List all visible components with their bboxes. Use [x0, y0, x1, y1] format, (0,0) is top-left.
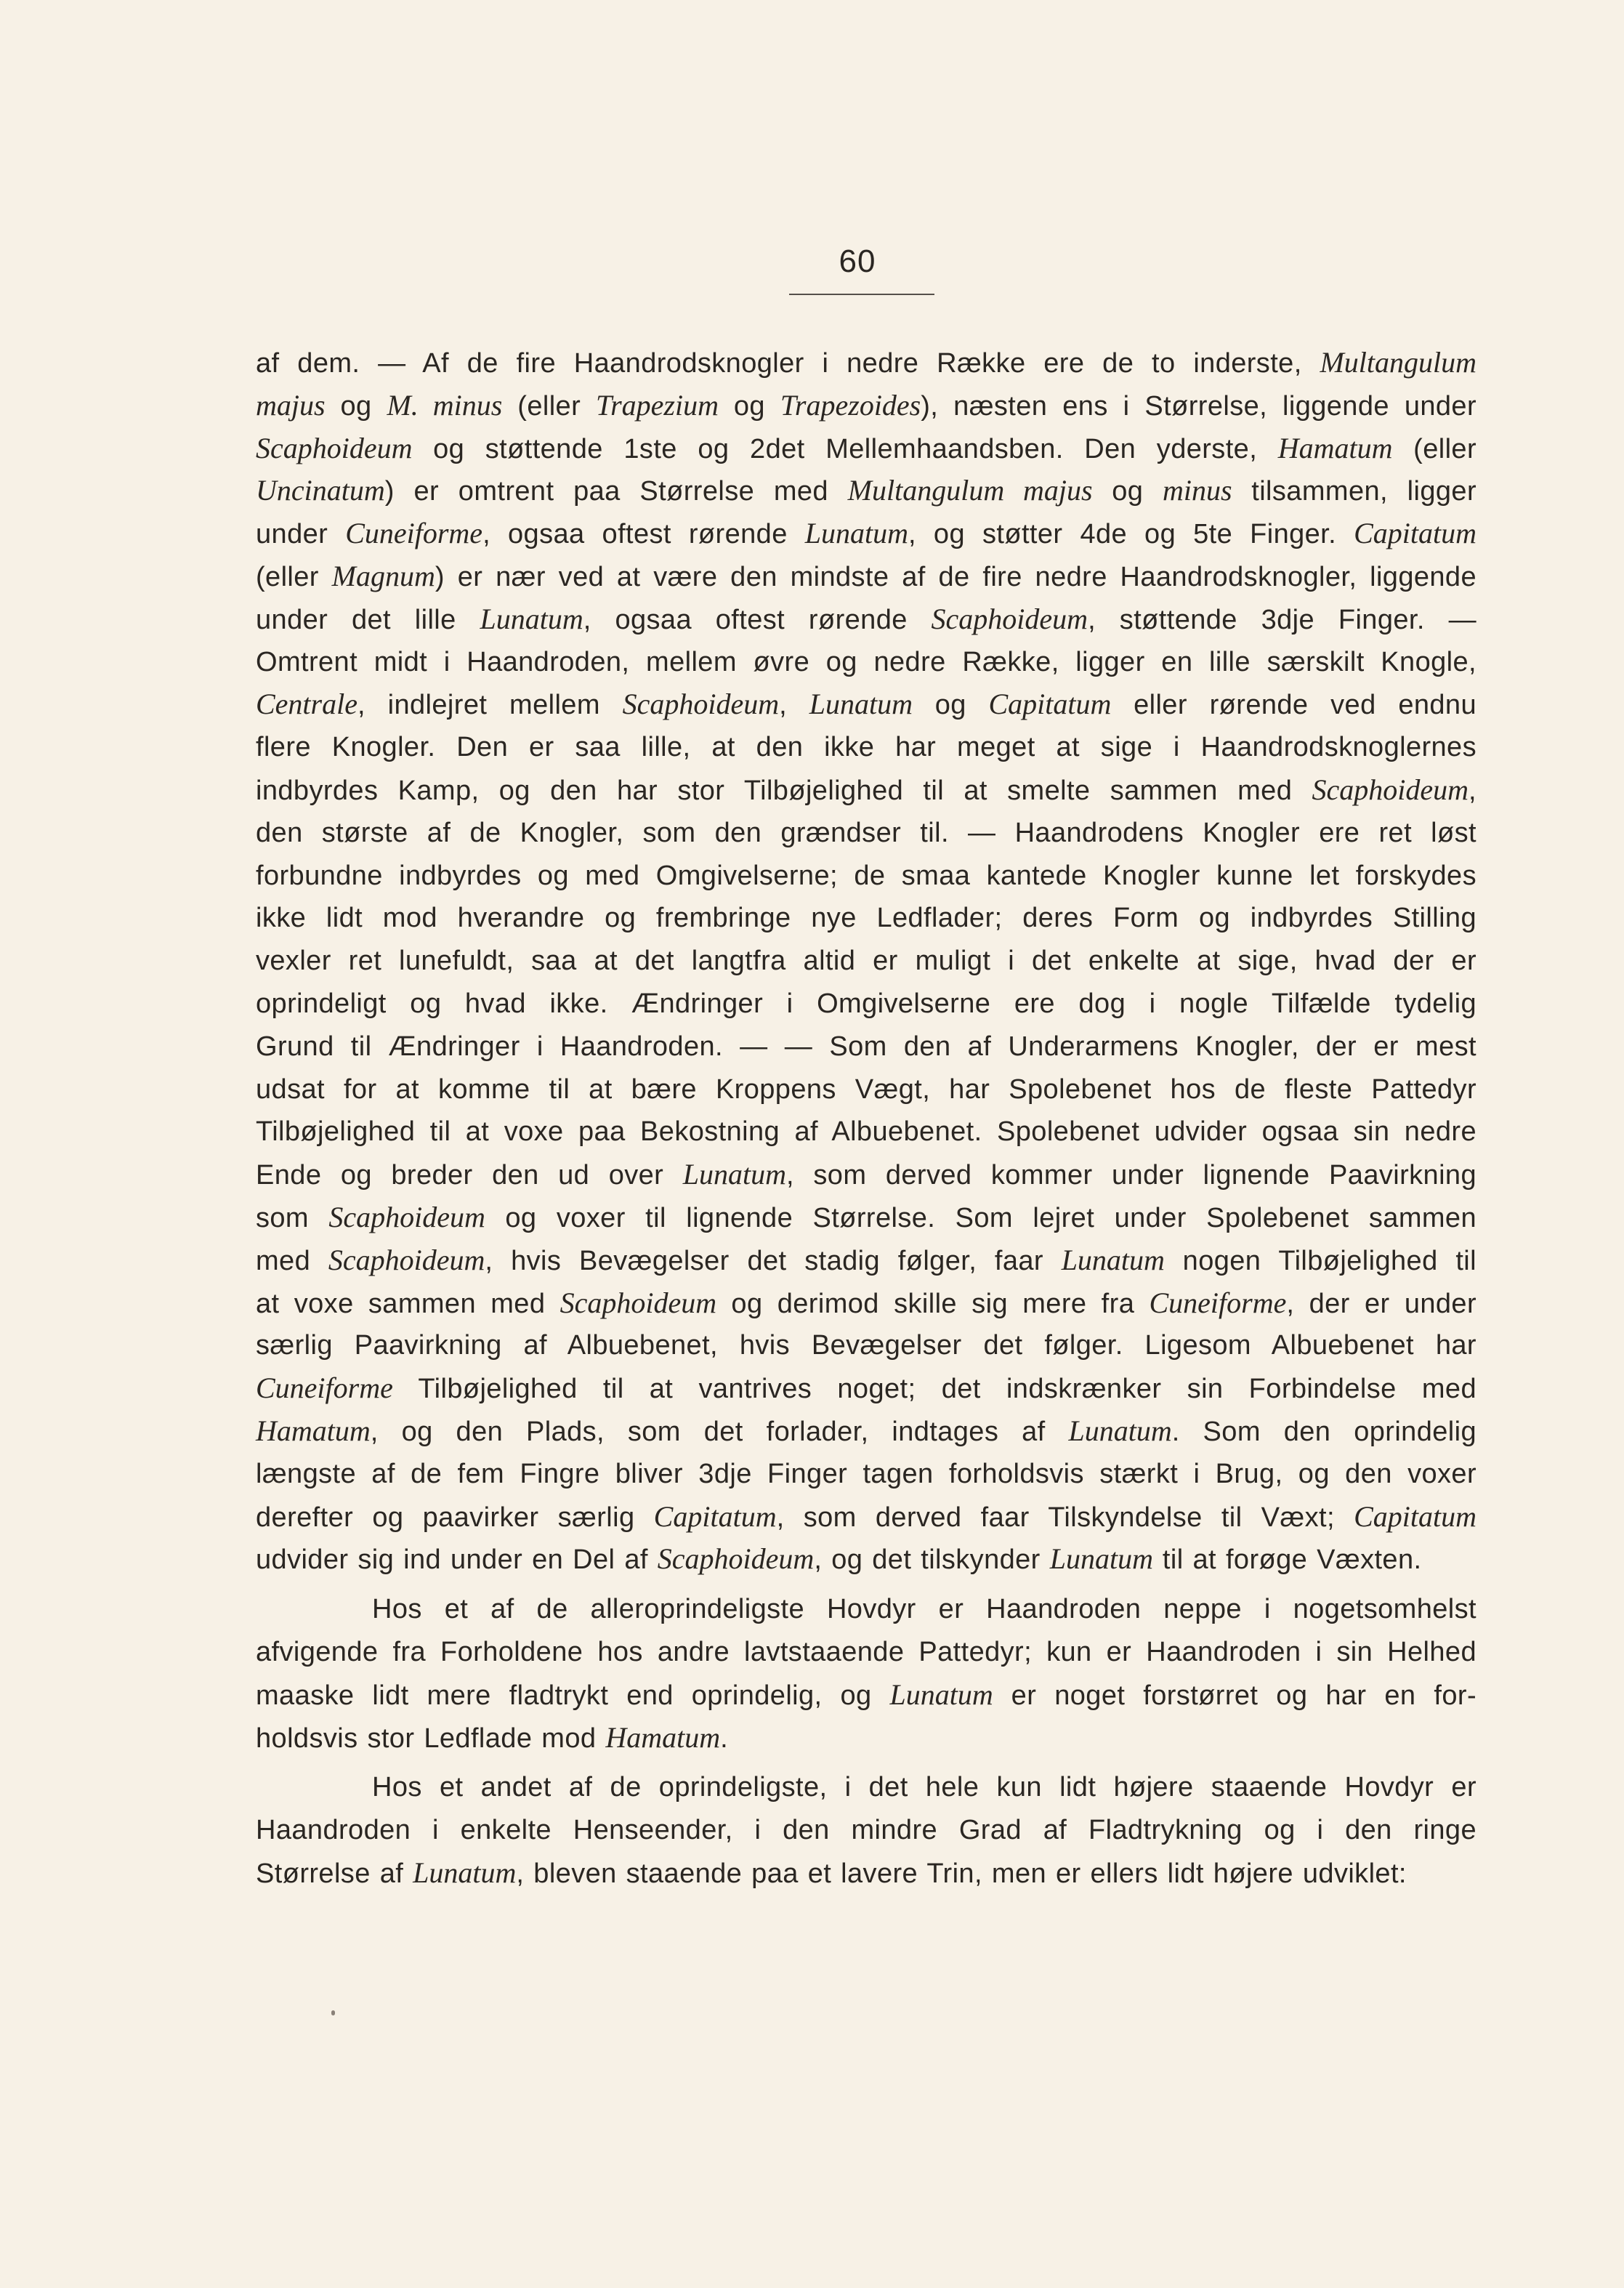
text-line	[256, 342, 1476, 384]
text-line	[256, 1674, 1476, 1717]
text-line	[256, 1410, 1476, 1453]
latin-term: Scaphoideum	[328, 1243, 485, 1276]
text-line	[256, 1631, 1476, 1674]
latin-term: minus	[1162, 474, 1232, 507]
text-run: Grund til Ændringer i Haandroden. — — Som den af Underarmens Knogler, der er mest	[256, 1031, 1476, 1062]
text-line	[256, 1453, 1476, 1496]
latin-term: Scaphoideum	[1312, 773, 1469, 806]
text-line	[256, 1111, 1476, 1153]
latin-term: Cuneiforme	[1149, 1286, 1287, 1319]
text-run: derefter og paavirker særlig	[256, 1502, 654, 1533]
text-run: . Som den oprindelig	[1171, 1416, 1476, 1447]
text-run: , hvis Bevægelser det stadig følger, faar	[485, 1245, 1062, 1276]
text-run: længste af de fem Fingre bliver 3dje Finger tagen forholdsvis stærkt i Brug, og den voxer	[256, 1458, 1476, 1489]
text-line	[256, 384, 1476, 427]
latin-term: Capitatum	[653, 1499, 777, 1533]
latin-term: Capitatum	[1354, 517, 1476, 550]
latin-term: Lunatum	[1049, 1542, 1153, 1576]
text-run: som	[256, 1202, 329, 1233]
text-line	[256, 1068, 1476, 1111]
text-run: udvider sig ind under en Del af	[256, 1544, 658, 1576]
latin-term: Lunatum	[413, 1856, 517, 1889]
latin-term: Hamatum	[1277, 431, 1393, 464]
latin-term: Lunatum	[1068, 1414, 1172, 1447]
text-run: under det lille	[256, 604, 480, 635]
text-line	[256, 427, 1476, 470]
text-run: , og støtter 4de og 5te Finger.	[908, 519, 1354, 550]
text-run: af dem. — Af de fire Haandrodsknogler i nedre Række ere de to inderste,	[256, 348, 1320, 379]
text-run: Omtrent midt i Haandroden, mellem øvre og nedre Række, ligger en lille særskilt Knogle,	[256, 646, 1476, 677]
text-line	[256, 983, 1476, 1026]
text-run: (eller	[502, 390, 597, 422]
latin-term: Scaphoideum	[931, 602, 1088, 635]
text-run: , indlejret mellem	[357, 690, 623, 721]
paragraph-spacer	[256, 1581, 1476, 1588]
text-run: og	[718, 390, 780, 422]
latin-term: Centrale	[256, 688, 357, 721]
text-run: (eller	[1392, 433, 1476, 464]
text-run: er noget forstørret og har en for-	[993, 1680, 1477, 1711]
latin-term: Multangulum	[1320, 346, 1476, 379]
text-run: og derimod skille sig mere fra	[716, 1288, 1150, 1319]
text-run: flere Knogler. Den er saa lille, at den ikke har meget at sige i Haandrodsknoglernes	[256, 732, 1476, 763]
text-line	[256, 555, 1476, 598]
text-run: og støttende 1ste og 2det Mellemhaandsben. Den yderste,	[412, 433, 1278, 464]
text-run: tilsammen, ligger	[1232, 476, 1476, 507]
text-run: , som derved faar Tilskyndelse til Væxt;	[776, 1502, 1354, 1533]
text-run: , ogsaa oftest rørende	[583, 604, 932, 635]
text-line	[256, 683, 1476, 726]
text-line	[256, 1588, 1476, 1631]
text-line	[256, 1324, 1476, 1367]
text-run: , og den Plads, som det forlader, indtages af	[370, 1416, 1069, 1447]
latin-term: Hamatum	[256, 1414, 371, 1447]
latin-term: Capitatum	[1354, 1499, 1476, 1533]
latin-term: Capitatum	[988, 688, 1112, 721]
text-line	[256, 812, 1476, 855]
text-line	[256, 1026, 1476, 1068]
text-line	[256, 1282, 1476, 1325]
text-run: Tilbøjelighed til at voxe paa Bekostning af Albuebenet. Spolebenet udvider ogsaa sin nedre	[256, 1116, 1476, 1148]
latin-term: M. minus	[387, 388, 503, 422]
text-run: Haandroden i enkelte Henseender, i den mindre Grad af Fladtrykning og i den ringe	[256, 1815, 1476, 1846]
latin-term: Lunatum	[889, 1677, 993, 1711]
latin-term: Scaphoideum	[559, 1286, 717, 1319]
text-run: , og det tilskynder	[814, 1544, 1050, 1576]
text-line	[256, 769, 1476, 812]
latin-term: Lunatum	[804, 517, 908, 550]
text-run: , støttende 3dje Finger. —	[1088, 604, 1476, 635]
latin-term: Cuneiforme	[345, 517, 483, 550]
latin-term: majus	[256, 388, 326, 422]
latin-term: Lunatum	[809, 688, 913, 721]
text-run: holdsvis stor Ledflade mod	[256, 1723, 606, 1754]
text-run: under	[256, 519, 346, 550]
latin-term: Scaphoideum	[657, 1542, 815, 1576]
latin-term: Lunatum	[480, 602, 583, 635]
text-run: , bleven staaende paa et lavere Trin, men er ellers lidt højere udviklet:	[516, 1858, 1407, 1889]
latin-term: Hamatum	[605, 1720, 721, 1754]
text-line	[256, 1538, 1476, 1581]
text-run: forbundne indbyrdes og med Omgivelserne; de smaa kantede Knogler kunne let forskydes	[256, 860, 1476, 891]
latin-term: Cuneiforme	[256, 1371, 393, 1405]
latin-term: Lunatum	[1061, 1243, 1165, 1276]
text-line	[256, 598, 1476, 641]
text-line	[256, 855, 1476, 898]
page-number: 60	[839, 243, 876, 279]
text-line	[256, 470, 1476, 512]
latin-term: Scaphoideum	[622, 688, 780, 721]
latin-term: Trapezium	[596, 388, 719, 422]
text-line	[256, 1239, 1476, 1282]
text-run: den største af de Knogler, som den grændser til. — Haandrodens Knogler ere ret løst	[256, 817, 1476, 848]
text-run: og	[1092, 476, 1163, 507]
text-line	[256, 1367, 1476, 1410]
paragraph-spacer	[256, 1759, 1476, 1766]
text-run: og	[325, 390, 387, 422]
text-line	[256, 641, 1476, 684]
text-line	[256, 1852, 1476, 1895]
text-line	[256, 512, 1476, 555]
header-rule	[789, 294, 934, 295]
text-run: udsat for at komme til at bære Kroppens Vægt, har Spolebenet hos de fleste Pattedyr	[256, 1073, 1476, 1105]
text-run: ikke lidt mod hverandre og frembringe nye Ledflader; deres Form og indbyrdes Stilling	[256, 903, 1476, 934]
text-run: og voxer til lignende Størrelse. Som lejret under Spolebenet sammen	[485, 1202, 1476, 1233]
paper-speck	[331, 2010, 335, 2015]
text-run: med	[256, 1245, 328, 1276]
text-run: ) er omtrent paa Størrelse med	[384, 476, 848, 507]
text-run: .	[720, 1723, 729, 1754]
text-line	[256, 1717, 1476, 1760]
text-run: Tilbøjelighed til at vantrives noget; det indskrænker sin Forbindelse med	[392, 1374, 1476, 1405]
latin-term: Scaphoideum	[256, 431, 413, 464]
text-run: eller rørende ved endnu	[1111, 690, 1476, 721]
text-run: maaske lidt mere fladtrykt end oprindelig, og	[256, 1680, 890, 1711]
text-run: Ende og breder den ud over	[256, 1160, 683, 1191]
text-run: ), næsten ens i Størrelse, liggende under	[921, 390, 1477, 422]
text-run: oprindeligt og hvad ikke. Ændringer i Omgivelserne ere dog i nogle Tilfælde tydelig	[256, 988, 1476, 1019]
latin-term: Scaphoideum	[328, 1200, 485, 1233]
latin-term: Multangulum majus	[847, 474, 1093, 507]
latin-term: Trapezoides	[780, 388, 921, 422]
text-line	[256, 1196, 1476, 1239]
text-run: , som derved kommer under lignende Paavirkning	[785, 1160, 1476, 1191]
text-run: Hos et andet af de oprindeligste, i det hele kun lidt højere staaende Hovdyr er	[372, 1772, 1476, 1803]
text-run: vexler ret lunefuldt, saa at det langtfra altid er muligt i det enkelte at sige, hvad der er	[256, 946, 1476, 977]
text-run: ,	[779, 690, 809, 721]
text-run: nogen Tilbøjelighed til	[1164, 1245, 1476, 1276]
latin-term: Lunatum	[682, 1158, 786, 1191]
text-run: særlig Paavirkning af Albuebenet, hvis Bevægelser det følger. Ligesom Albuebenet har	[256, 1330, 1476, 1361]
body-text	[256, 342, 1476, 1895]
text-run: Størrelse af	[256, 1858, 413, 1889]
text-run: afvigende fra Forholdene hos andre lavtstaaende Pattedyr; kun er Haandroden i sin Helhed	[256, 1636, 1476, 1667]
text-run: , ogsaa oftest rørende	[482, 519, 805, 550]
text-run: indbyrdes Kamp, og den har stor Tilbøjelighed til at smelte sammen med	[256, 775, 1312, 806]
text-run: ) er nær ved at være den mindste af de fire nedre Haandrodsknogler, liggende	[435, 561, 1476, 592]
text-line	[256, 726, 1476, 769]
text-run: , der er under	[1286, 1288, 1477, 1319]
text-line	[256, 940, 1476, 983]
latin-term: Magnum	[331, 559, 435, 592]
text-line	[256, 1153, 1476, 1196]
text-line	[256, 1809, 1476, 1852]
text-run: ,	[1469, 775, 1476, 806]
text-run: at voxe sammen med	[256, 1288, 560, 1319]
text-line	[256, 897, 1476, 940]
text-run: til at forøge Væxten.	[1152, 1544, 1422, 1576]
text-line	[256, 1766, 1476, 1809]
text-run: Hos et af de alleroprindeligste Hovdyr er Haandroden neppe i nogetsomhelst	[372, 1594, 1476, 1625]
latin-term: Uncinatum	[256, 474, 385, 507]
text-line	[256, 1496, 1476, 1539]
text-run: og	[913, 690, 989, 721]
text-run: (eller	[256, 561, 332, 592]
